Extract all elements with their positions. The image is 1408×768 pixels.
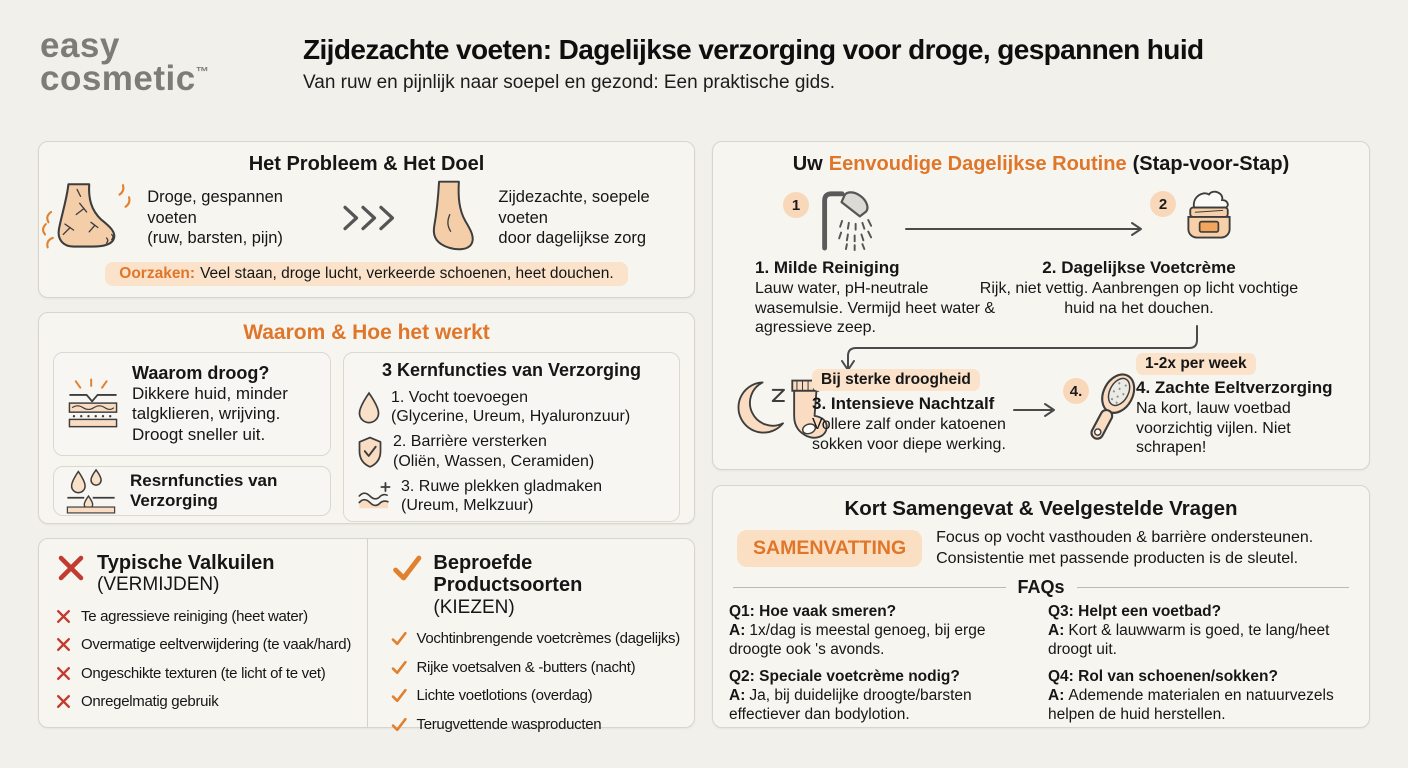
pitfall-item: Onregelmatig gebruik: [55, 693, 359, 710]
cracked-foot-icon: [39, 178, 134, 258]
faq-item-q1: Q1: Hoe vaak smeren? A: 1x/dag is meestal genoeg, bij erge droogte ook 's avonds.: [729, 602, 986, 658]
faq-divider: [733, 577, 1349, 598]
step3-block: Bij sterke droogheid 3. Intensieve Nachtzalf Vollere zalf onder katoenen sokken voor diepe werking.: [812, 371, 1006, 453]
page-title: Zijdezachte voeten: Dagelijkse verzorging voor droge, gespannen huid: [303, 34, 1204, 65]
summary-faq-card: [712, 485, 1370, 728]
foot-file-icon: [1081, 368, 1139, 450]
shield-check-icon: [356, 435, 384, 469]
why-dry-text: Dikkere huid, minder talgklieren, wrijving. Droogt sneller uit.: [132, 383, 288, 444]
smooth-skin-plus-icon: [356, 480, 392, 512]
pitfall-item: Ongeschikte texturen (te licht of te vet): [55, 665, 359, 682]
summary-card-title: Kort Samengevat & Veelgestelde Vragen: [844, 497, 1238, 520]
x-icon: [55, 665, 72, 682]
core-function-item: 2. Barrière versterken (Oliën, Wassen, Ceramiden): [356, 432, 667, 470]
triple-chevron-icon: [341, 201, 398, 235]
step4-frequency-badge: 1-2x per week: [1136, 353, 1256, 375]
faq-item-q2: Q2: Speciale voetcrème nodig? A: Ja, bij duidelijke droogte/barsten effectiever dan bodylotion.: [729, 668, 972, 724]
moisture-drops-icon: [64, 467, 118, 515]
products-subtitle: (KIEZEN): [433, 596, 515, 618]
daily-routine-card: [712, 141, 1370, 470]
pitfalls-products-card: [38, 538, 695, 733]
causes-banner: [105, 262, 627, 286]
product-item: Rijke voetsalven & -butters (nacht): [390, 659, 687, 676]
why-dry-title: Waarom droog?: [132, 362, 270, 383]
smooth-foot-icon: [411, 175, 485, 261]
cream-jar-icon: [1179, 186, 1239, 246]
problem-card-title: Het Probleem & Het Doel: [248, 153, 485, 175]
why-dry-box: [53, 352, 331, 456]
routine-card-title: Uw Eenvoudige Dagelijkse Routine (Stap-voor-Stap): [792, 153, 1290, 175]
step1-number-badge: 1: [783, 192, 809, 218]
routine-title-highlight: Eenvoudige Dagelijkse Routine: [828, 153, 1127, 175]
faq-item-q4: Q4: Rol van schoenen/sokken? A: Ademende materialen en natuurvezels helpen de huid herstellen.: [1048, 668, 1334, 724]
core-function-item: 1. Vocht toevoegen (Glycerine, Ureum, Hyaluronzuur): [356, 388, 667, 426]
causes-label: Oorzaken:: [119, 265, 196, 282]
core-functions-title: 3 Kernfuncties van Verzorging: [381, 360, 642, 380]
faq-item-q3: Q3: Helpt een voetbad? A: Kort & lauwwarm is goed, te lang/heet droogt uit.: [1048, 602, 1330, 658]
step1-text: 1. Milde Reiniging Lauw water, pH-neutrale wasemulsie. Vermijd heet water & agressieve zeep.: [755, 258, 996, 337]
causes-text: Veel staan, droge lucht, verkeerde schoenen, heet douchen.: [200, 265, 614, 282]
trademark-symbol: ™: [195, 63, 209, 79]
goal-text: Zijdezachte, soepele voeten door dagelijkse zorg: [498, 187, 650, 248]
problem-text: Droge, gespannen voeten (ruw, barsten, pijn): [147, 187, 283, 248]
drop-icon: [356, 390, 382, 424]
why-card-title: Waarom & Hoe het werkt: [243, 321, 490, 344]
pitfalls-subtitle: (VERMIJDEN): [97, 574, 220, 596]
check-icon: [390, 687, 408, 704]
summary-badge: SAMENVATTING: [737, 530, 922, 567]
functions-note-box: [53, 466, 331, 516]
core-function-item: 3. Ruwe plekken gladmaken (Ureum, Melkzuur): [356, 477, 667, 515]
step3-frequency-badge: Bij sterke droogheid: [812, 369, 980, 391]
pitfall-item: Overmatige eeltverwijdering (te vaak/hard): [55, 636, 359, 653]
core-functions-box: [343, 352, 680, 522]
product-item: Lichte voetlotions (overdag): [390, 687, 687, 704]
why-how-card: [38, 312, 695, 524]
faq-heading: FAQs: [1017, 576, 1065, 597]
products-column: [367, 539, 695, 733]
functions-note-text: Resrnfuncties van Verzorging: [130, 470, 278, 510]
page-subtitle: Van ruw en pijnlijk naar soepel en gezond: Een praktische gids.: [303, 72, 835, 93]
step2-text: 2. Dagelijkse Voetcrème Rijk, niet vettig. Aanbrengen op licht vochtige huid na het douchen.: [979, 258, 1299, 317]
step2-number-badge: 2: [1150, 191, 1176, 217]
problem-goal-card: [38, 141, 695, 298]
summary-text: Focus op vocht vasthouden & barrière ondersteunen. Consistentie met passende producten is de sleutel.: [936, 529, 1314, 567]
logo-word-easy: easy: [40, 26, 120, 65]
pitfall-item: Te agressieve reiniging (heet water): [55, 608, 359, 625]
x-icon: [55, 608, 72, 625]
easycosmetic-logo: [40, 26, 209, 98]
products-title: Beproefde Productsoorten: [433, 552, 583, 597]
pitfalls-title: Typische Valkuilen: [97, 552, 275, 574]
x-icon: [55, 693, 72, 710]
step4-number-badge: 4.: [1063, 378, 1089, 404]
step4-block: 1-2x per week 4. Zachte Eeltverzorging Na kort, lauw voetbad voorzichtig vijlen. Niet schrapen!: [1136, 355, 1333, 457]
check-icon: [390, 716, 408, 733]
check-icon: [390, 630, 408, 647]
check-icon: [390, 659, 408, 676]
logo-word-cosmetic: cosmetic™: [40, 58, 209, 98]
pitfalls-column: [39, 539, 367, 727]
x-icon: [55, 636, 72, 653]
x-icon: [55, 552, 87, 584]
skin-layers-icon: [64, 377, 122, 431]
check-icon: [390, 552, 424, 584]
product-item: Terugvettende wasproducten: [390, 716, 687, 733]
shower-icon: [813, 186, 875, 252]
product-item: Vochtinbrengende voetcrèmes (dagelijks): [390, 630, 687, 647]
